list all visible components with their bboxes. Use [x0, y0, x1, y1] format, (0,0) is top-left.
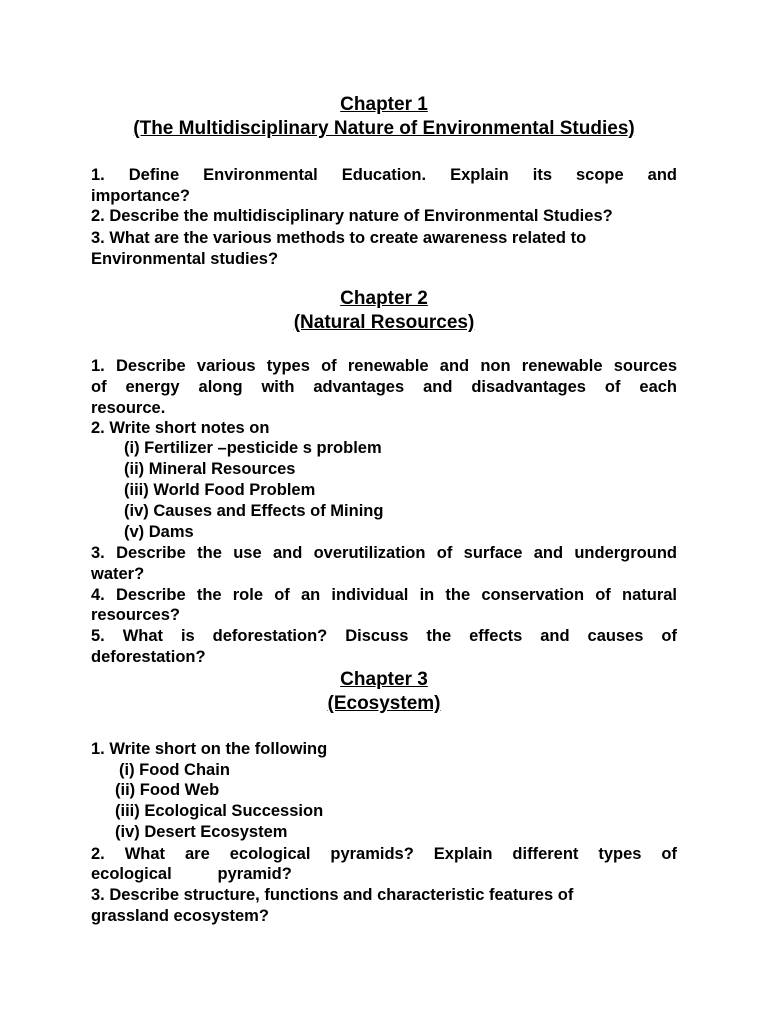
chapter-2-question-1-line-3: resource.	[91, 399, 166, 417]
chapter-2-title: Chapter 2	[340, 288, 428, 309]
chapter-3-subtitle: (Ecosystem)	[327, 693, 441, 714]
chapter-2-note-item: (v) Dams	[124, 523, 194, 541]
chapter-3-question-1: 1. Write short on the following	[91, 740, 328, 758]
chapter-2-question-1-line-2: of energy along with advantages and disadvantages of each	[91, 378, 677, 396]
chapter-3-question-3-line-2: grassland ecosystem?	[91, 907, 269, 925]
chapter-3-question-2-line-1: 2. What are ecological pyramids? Explain different types of	[91, 845, 677, 863]
chapter-1-question-3-line-2: Environmental studies?	[91, 250, 279, 268]
chapter-2-subtitle: (Natural Resources)	[293, 312, 475, 333]
chapter-3-title: Chapter 3	[340, 669, 428, 690]
chapter-2-note-item: (iv) Causes and Effects of Mining	[124, 502, 384, 520]
chapter-2-question-3-line-1: 3. Describe the use and overutilization of surface and underground	[91, 544, 677, 562]
chapter-2-note-item: (ii) Mineral Resources	[124, 460, 296, 478]
chapter-2-question-1-line-1: 1. Describe various types of renewable and non renewable sources	[91, 357, 677, 375]
chapter-3-question-2-line-2: ecological pyramid?	[91, 865, 292, 883]
chapter-2-note-item: (iii) World Food Problem	[124, 481, 316, 499]
chapter-2-question-2: 2. Write short notes on	[91, 419, 270, 437]
chapter-1-subtitle: (The Multidisciplinary Nature of Environmental Studies)	[133, 118, 635, 139]
chapter-3-list-item: (iv) Desert Ecosystem	[115, 823, 288, 841]
chapter-3-list-item: (i) Food Chain	[119, 761, 230, 779]
chapter-2-note-item: (i) Fertilizer –pesticide s problem	[124, 439, 382, 457]
chapter-2-question-4-line-2: resources?	[91, 606, 180, 624]
chapter-1-question-2: 2. Describe the multidisciplinary nature of Environmental Studies?	[91, 207, 613, 225]
chapter-3-question-3-line-1: 3. Describe structure, functions and characteristic features of	[91, 886, 574, 904]
chapter-1-question-1-line-1: 1. Define Environmental Education. Explain its scope and	[91, 166, 677, 184]
chapter-2-question-3-line-2: water?	[91, 565, 145, 583]
chapter-1-question-1-line-2: importance?	[91, 187, 191, 205]
chapter-2-question-4-line-1: 4. Describe the role of an individual in the conservation of natural	[91, 586, 677, 604]
chapter-2-question-5-line-2: deforestation?	[91, 648, 206, 666]
chapter-1-question-3-line-1: 3. What are the various methods to create awareness related to	[91, 229, 587, 247]
chapter-3-list-item: (iii) Ecological Succession	[115, 802, 324, 820]
chapter-1-title: Chapter 1	[340, 94, 428, 115]
chapter-2-question-5-line-1: 5. What is deforestation? Discuss the effects and causes of	[91, 627, 677, 645]
chapter-3-list-item: (ii) Food Web	[115, 781, 220, 799]
